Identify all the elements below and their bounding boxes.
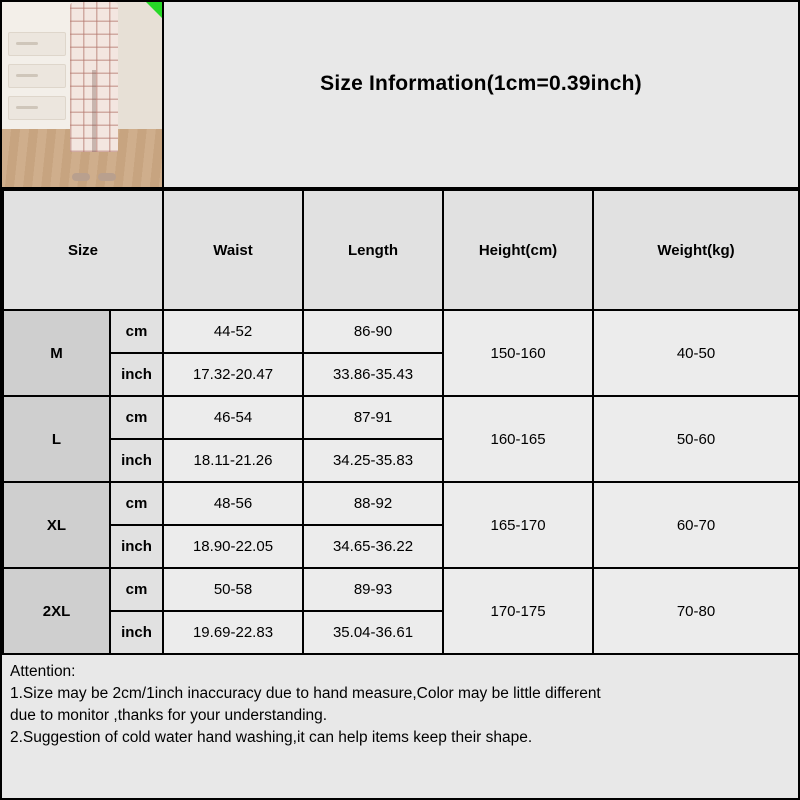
cell-weight: 40-50 [593,310,799,396]
row-size-label: 2XL [3,568,110,654]
drawer-handle-shape [16,106,38,109]
unit-label-cm: cm [110,482,163,525]
cell-weight: 60-70 [593,482,799,568]
cell-waist-cm: 50-58 [163,568,303,611]
unit-label-cm: cm [110,310,163,353]
cell-height: 150-160 [443,310,593,396]
attention-heading: Attention: [10,663,76,680]
attention-line-2: 2.Suggestion of cold water hand washing,it can help items keep their shape. [10,729,533,746]
table-row [3,310,799,353]
cell-height: 165-170 [443,482,593,568]
cell-height: 170-175 [443,568,593,654]
header-row [2,2,798,189]
column-header-weight: Weight(kg) [593,190,799,310]
drawer-handle-shape [16,42,38,45]
drawer-handle-shape [16,74,38,77]
unit-label-inch: inch [110,611,163,654]
green-corner-marker-icon [146,2,162,18]
cell-length-inch: 33.86-35.43 [303,353,443,396]
page-title: Size Information(1cm=0.39inch) [320,71,642,95]
table-row [3,482,799,525]
column-header-size: Size [3,190,163,310]
title-area [164,2,798,187]
foot-shape [98,173,116,181]
table-row [3,568,799,611]
foot-shape [72,173,90,181]
cell-waist-cm: 44-52 [163,310,303,353]
cell-length-inch: 34.65-36.22 [303,525,443,568]
cell-length-cm: 86-90 [303,310,443,353]
cell-length-cm: 89-93 [303,568,443,611]
cell-length-cm: 88-92 [303,482,443,525]
trouser-leg-seam [92,70,96,152]
cell-weight: 50-60 [593,396,799,482]
unit-label-inch: inch [110,439,163,482]
column-header-height: Height(cm) [443,190,593,310]
cell-waist-inch: 19.69-22.83 [163,611,303,654]
column-header-length: Length [303,190,443,310]
unit-label-inch: inch [110,353,163,396]
cell-length-inch: 34.25-35.83 [303,439,443,482]
cell-length-inch: 35.04-36.61 [303,611,443,654]
column-header-waist: Waist [163,190,303,310]
cell-waist-cm: 48-56 [163,482,303,525]
attention-note [2,655,798,753]
table-header-row [3,190,799,310]
row-size-label: L [3,396,110,482]
cell-waist-inch: 18.90-22.05 [163,525,303,568]
cell-waist-cm: 46-54 [163,396,303,439]
row-size-label: XL [3,482,110,568]
cell-height: 160-165 [443,396,593,482]
size-table [2,189,800,655]
attention-line-1b: due to monitor ,thanks for your understanding. [10,707,328,724]
unit-label-cm: cm [110,396,163,439]
attention-line-1a: 1.Size may be 2cm/1inch inaccuracy due to hand measure,Color may be little different [10,685,601,702]
row-size-label: M [3,310,110,396]
cell-waist-inch: 17.32-20.47 [163,353,303,396]
cell-waist-inch: 18.11-21.26 [163,439,303,482]
unit-label-cm: cm [110,568,163,611]
cell-weight: 70-80 [593,568,799,654]
unit-label-inch: inch [110,525,163,568]
table-row [3,396,799,439]
cell-length-cm: 87-91 [303,396,443,439]
product-photo [2,2,164,187]
